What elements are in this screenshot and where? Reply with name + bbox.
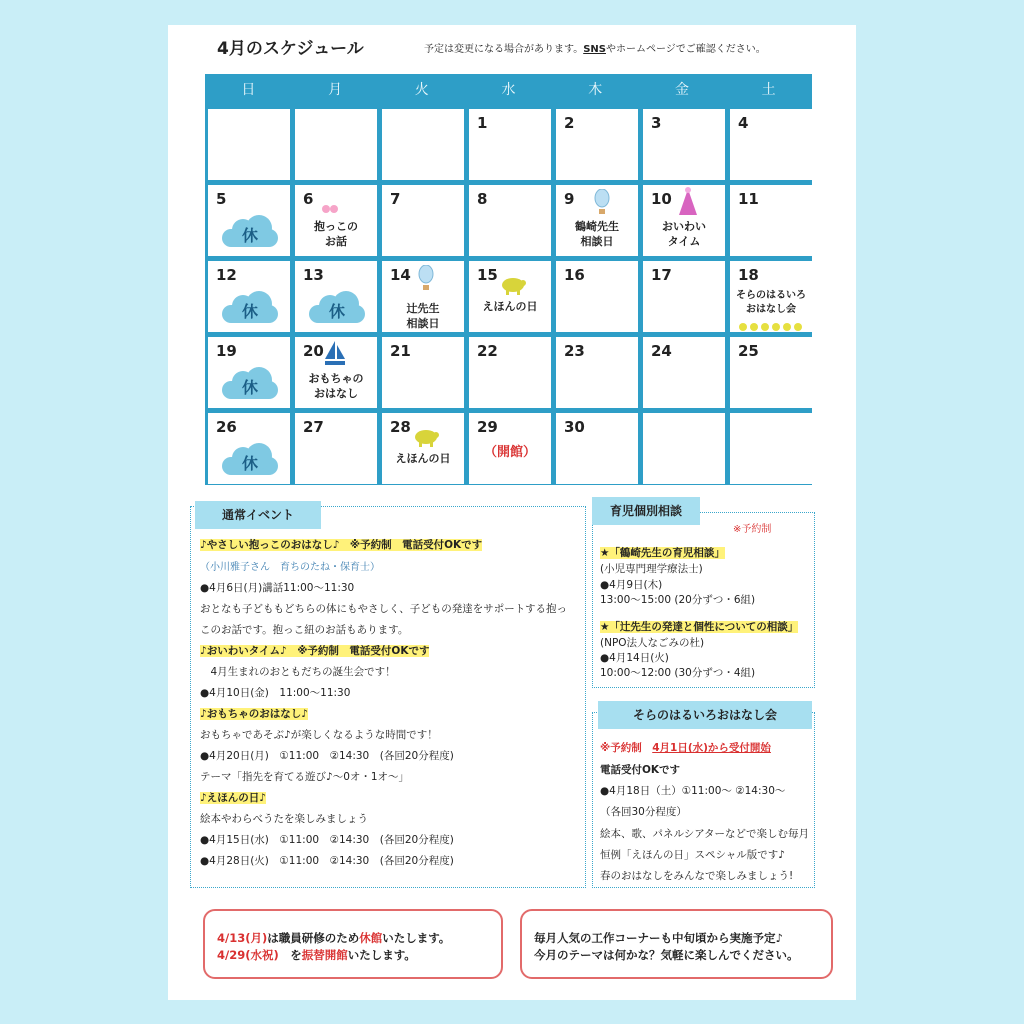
event-label: 抱っこの お話 xyxy=(314,220,358,248)
event-label: 辻先生 相談日 xyxy=(406,302,440,330)
ribbon-icon xyxy=(321,201,339,220)
calendar-day xyxy=(730,185,812,256)
day-number: 7 xyxy=(390,190,401,208)
day-number: 24 xyxy=(651,342,672,360)
sora-desc-2: 恒例「えほんの日」スペシャル版です♪ xyxy=(600,849,785,861)
day-number: 9 xyxy=(564,190,575,208)
day-number: 26 xyxy=(216,418,237,436)
regular-events-tag: 通常イベント xyxy=(195,501,321,529)
consult-a-time: 13:00～15:00 (20分ずつ・6組) xyxy=(600,594,756,606)
day-number: 12 xyxy=(216,266,237,284)
day-number: 23 xyxy=(564,342,585,360)
event-date-toy: ●4月20日(月) ①11:00 ②14:30 (各回20分程度) xyxy=(200,750,454,762)
calendar-day xyxy=(643,185,725,256)
sora-date: ●4月18日（土）①11:00～ ②14:30～ xyxy=(600,785,786,797)
event-title-ehon: ♪えほんの日♪ xyxy=(200,792,266,804)
event-label: おもちゃの おはなし xyxy=(308,372,364,400)
notice-post: やホームページでご確認ください。 xyxy=(605,44,766,55)
closed-cloud-icon xyxy=(309,291,365,323)
calendar-day xyxy=(382,337,464,408)
event-label: 鶴崎先生 相談日 xyxy=(575,220,619,248)
calendar-day xyxy=(208,185,290,256)
open-date: 4/29(水祝) xyxy=(217,948,279,962)
closed-label: 休 xyxy=(241,302,258,321)
page-title: 4月のスケジュール xyxy=(217,39,364,59)
weekday-wed: 水 xyxy=(501,82,516,98)
craft-notice xyxy=(520,909,833,979)
closure-mid: は職員研修のため xyxy=(267,931,360,945)
sora-open-date: 4月1日(水)から受付開始 xyxy=(652,742,771,754)
event-date-ehon-1: ●4月15日(水) ①11:00 ②14:30 (各回20分程度) xyxy=(200,834,454,846)
day-number: 6 xyxy=(303,190,314,208)
tulip-row-icon xyxy=(738,317,806,336)
sns-link[interactable]: SNS xyxy=(583,44,606,55)
calendar-day xyxy=(295,109,377,180)
weekday-sun: 日 xyxy=(241,82,256,98)
weekday-tue: 火 xyxy=(414,82,429,98)
closure-word: 休館 xyxy=(359,931,383,945)
calendar-day xyxy=(556,261,638,332)
closed-cloud-icon xyxy=(222,215,278,247)
sheep-icon xyxy=(412,429,440,451)
closed-label: 休 xyxy=(241,378,258,397)
calendar-day xyxy=(382,261,464,332)
day-number: 25 xyxy=(738,342,759,360)
consult-a-title: ★「鶴崎先生の育児相談」 xyxy=(600,547,725,559)
event-desc-1: おとなも子どももどちらの体にもやさしく、子どもの発達をサポートする抱っ xyxy=(200,603,567,615)
event-desc-oiwai: 4月生まれのおともだちの誕生会です！ xyxy=(200,666,396,678)
day-number: 28 xyxy=(390,418,411,436)
closure-end: いたします。 xyxy=(382,931,451,945)
day-number: 16 xyxy=(564,266,585,284)
day-number: 1 xyxy=(477,114,488,132)
closure-date: 4/13(月) xyxy=(217,931,268,945)
event-date-ehon-2: ●4月28日(火) ①11:00 ②14:30 (各回20分程度) xyxy=(200,855,454,867)
party-hat-icon xyxy=(677,187,699,221)
weekday-fri: 金 xyxy=(674,82,689,98)
open-word: 振替開館 xyxy=(301,948,348,962)
day-number: 10 xyxy=(651,190,672,208)
closed-cloud-icon xyxy=(222,291,278,323)
calendar-day xyxy=(556,109,638,180)
notice-text xyxy=(424,40,766,55)
weekday-sat: 土 xyxy=(761,82,776,98)
calendar-day xyxy=(382,109,464,180)
closed-label: 休 xyxy=(241,454,258,473)
event-title-dakko: ♪やさしい抱っこのおはなし♪ ※予約制 電話受付OKです xyxy=(200,539,483,551)
day-number: 21 xyxy=(390,342,411,360)
consult-a-org: (小児専門理学療法士) xyxy=(600,563,703,575)
closed-cloud-icon xyxy=(222,367,278,399)
event-label: そらのはるいろ おはなし会 xyxy=(736,290,806,315)
event-label: えほんの日 xyxy=(395,452,451,465)
event-label: えほんの日 xyxy=(482,300,538,313)
calendar-day xyxy=(208,337,290,408)
consult-note: ※予約制 xyxy=(733,524,772,535)
consult-b-time: 10:00～12:00 (30分ずつ・4組) xyxy=(600,667,756,679)
calendar-day xyxy=(208,261,290,332)
consult-b-org: (NPO法人なごみの杜) xyxy=(600,637,705,649)
closed-label: 休 xyxy=(328,302,345,321)
event-speaker: （小川雅子さん 育ちのたね・保育士） xyxy=(200,562,380,573)
consult-b-title: ★「辻先生の発達と個性についての相談」 xyxy=(600,621,799,633)
event-title-toy: ♪おもちゃのおはなし♪ xyxy=(200,708,308,720)
balloon-icon xyxy=(418,265,434,297)
calendar-header xyxy=(205,74,812,106)
calendar-day xyxy=(208,109,290,180)
event-theme-toy: テーマ「指先を育てる遊び♪～0オ・1オ～」 xyxy=(200,771,410,783)
day-number: 30 xyxy=(564,418,585,436)
calendar-day xyxy=(295,413,377,484)
balloon-icon xyxy=(594,189,610,221)
event-desc-toy: おもちゃであそぶ♪が楽しくなるような時間です！ xyxy=(200,729,438,741)
sailboat-icon xyxy=(323,339,347,371)
calendar-day xyxy=(469,337,551,408)
sora-desc-3: 春のおはなしをみんなで楽しみましょう! xyxy=(600,870,794,882)
craft-line-2: 今月のテーマは何かな？気軽に楽しんでください。 xyxy=(534,948,799,962)
event-label: おいわい タイム xyxy=(662,220,706,248)
calendar-day xyxy=(556,185,638,256)
calendar-day xyxy=(469,185,551,256)
calendar-day xyxy=(643,261,725,332)
calendar-day xyxy=(295,185,377,256)
closure-notice xyxy=(203,909,503,979)
calendar-day xyxy=(556,337,638,408)
day-number: 4 xyxy=(738,114,749,132)
day-number: 19 xyxy=(216,342,237,360)
sora-phone: 電話受付OKです xyxy=(600,764,681,776)
calendar-day xyxy=(469,413,551,484)
day-number: 3 xyxy=(651,114,662,132)
calendar-day xyxy=(382,185,464,256)
craft-line-1: 毎月人気の工作コーナーも中旬頃から実施予定♪ xyxy=(534,931,783,945)
day-number: 13 xyxy=(303,266,324,284)
notice-pre: 予定は変更になる場合があります。 xyxy=(424,44,584,55)
sora-reserve: ※予約制 xyxy=(600,742,642,754)
calendar-day xyxy=(382,413,464,484)
day-number: 29 xyxy=(477,418,498,436)
day-number: 27 xyxy=(303,418,324,436)
event-date-dakko: ●4月6日(月)講話11:00～11:30 xyxy=(200,582,355,594)
event-desc-ehon: 絵本やわらべうたを楽しみましょう xyxy=(200,813,368,825)
closed-cloud-icon xyxy=(222,443,278,475)
day-number: 14 xyxy=(390,266,411,284)
event-date-oiwai: ●4月10日(金) 11:00～11:30 xyxy=(200,687,351,699)
weekday-mon: 月 xyxy=(328,82,343,98)
calendar-day xyxy=(556,413,638,484)
day-number: 22 xyxy=(477,342,498,360)
calendar-day xyxy=(730,261,812,332)
day-number: 15 xyxy=(477,266,498,284)
day-number: 2 xyxy=(564,114,575,132)
sora-tag: そらのはるいろおはなし会 xyxy=(598,701,812,729)
calendar-day xyxy=(295,261,377,332)
open-mid: を xyxy=(278,948,302,962)
calendar-day xyxy=(469,109,551,180)
day-number: 20 xyxy=(303,342,324,360)
sheep-icon xyxy=(499,277,527,299)
calendar-day xyxy=(208,413,290,484)
calendar-day xyxy=(730,413,812,484)
weekday-thu: 木 xyxy=(588,82,603,98)
day-number: 5 xyxy=(216,190,227,208)
day-number: 17 xyxy=(651,266,672,284)
calendar-day xyxy=(730,337,812,408)
event-label: （開館） xyxy=(483,445,536,460)
event-title-oiwai: ♪おいわいタイム♪ ※予約制 電話受付OKです xyxy=(200,645,430,657)
calendar-day xyxy=(730,109,812,180)
calendar-day xyxy=(643,109,725,180)
consult-b-date: ●4月14日(火) xyxy=(600,652,669,664)
calendar-day xyxy=(643,337,725,408)
day-number: 18 xyxy=(738,266,759,284)
closed-label: 休 xyxy=(241,226,258,245)
calendar-day xyxy=(295,337,377,408)
day-number: 8 xyxy=(477,190,488,208)
open-end: いたします。 xyxy=(347,948,416,962)
calendar xyxy=(205,74,812,485)
day-number: 11 xyxy=(738,190,759,208)
consult-a-date: ●4月9日(木) xyxy=(600,579,663,591)
event-desc-2: このお話です。抱っこ紐のお話もあります。 xyxy=(200,624,409,636)
sora-duration: （各回30分程度） xyxy=(600,806,687,818)
calendar-day xyxy=(643,413,725,484)
consult-tag: 育児個別相談 xyxy=(592,497,700,525)
sora-desc-1: 絵本、歌、パネルシアターなどで楽しむ毎月 xyxy=(600,828,810,840)
calendar-day xyxy=(469,261,551,332)
